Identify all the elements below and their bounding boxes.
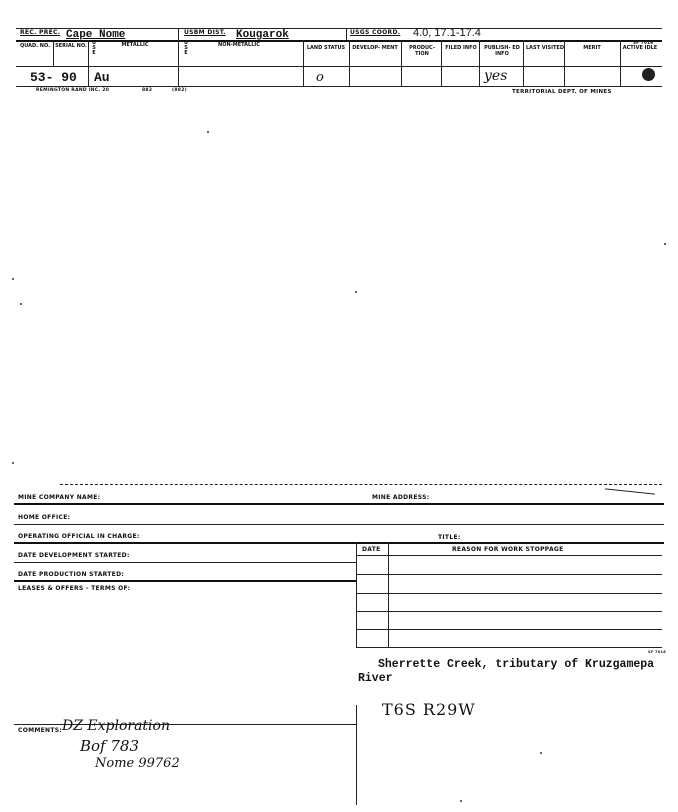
title-label: TITLE:: [438, 534, 461, 541]
col-line: [401, 40, 402, 86]
home-office-label: HOME OFFICE:: [18, 514, 71, 521]
col-use-nonmetallic: U S E: [183, 40, 189, 56]
rec-prec-value: Cape Nome: [66, 29, 126, 41]
col-line: [303, 40, 304, 86]
date-development-label: DATE DEVELOPMENT STARTED:: [18, 552, 130, 559]
reason-label: REASON FOR WORK STOPPAGE: [452, 546, 564, 553]
scan-speck: [460, 800, 462, 802]
printer-code-2: (882): [172, 88, 188, 93]
location-line-2: River: [358, 672, 393, 685]
scan-speck: [355, 291, 357, 293]
col-line: [479, 40, 480, 86]
col-published-info: PUBLISH- ED INFO: [484, 45, 520, 57]
col-production: PRODUC- TION: [409, 45, 435, 57]
rule: [14, 524, 664, 525]
bottom-form-number: SF 7016: [648, 650, 666, 654]
active-idle-mark: [642, 68, 655, 81]
card-corner-line: [605, 488, 655, 494]
scan-speck: [540, 752, 542, 754]
usbm-dist-value: Kougarok: [236, 29, 289, 41]
usgs-coord-value: 4.0, 17.1-17.4: [413, 27, 481, 39]
col-line: [523, 40, 524, 86]
date-production-label: DATE PRODUCTION STARTED:: [18, 571, 125, 578]
col-line: [53, 40, 54, 66]
comments-label: COMMENTS:: [18, 727, 63, 734]
rule: [356, 647, 662, 648]
col-line: [620, 40, 621, 86]
quad-serial-value: 53- 90: [30, 70, 77, 85]
col-use-metallic: U S E: [91, 40, 97, 56]
land-status-value: o: [316, 70, 324, 85]
col-land-status: LAND STATUS: [306, 45, 346, 51]
rec-prec-label: REC. PREC.: [20, 29, 61, 36]
printer-line: REMINGTON RAND INC. 20: [36, 88, 110, 93]
usbm-dist-label: USBM DIST.: [184, 29, 226, 36]
scan-speck: [12, 278, 14, 280]
rule: [14, 503, 664, 505]
col-line: [441, 40, 442, 86]
scan-speck: [12, 462, 14, 464]
usgs-coord-label: USGS COORD.: [350, 29, 401, 36]
date-column-label: DATE: [362, 546, 381, 553]
card-top-edge: [60, 484, 662, 485]
mine-company-label: MINE COMPANY NAME:: [18, 494, 101, 501]
published-info-value: yes: [484, 68, 508, 84]
divider: [356, 705, 357, 805]
comments-line-1: DZ Exploration: [62, 718, 170, 734]
rule: [356, 611, 662, 612]
rule: [356, 593, 662, 594]
col-filed-info: FILED INFO: [445, 45, 477, 51]
col-active-idle: ACTIVE IDLE: [622, 45, 658, 51]
col-nonmetallic: NON-METALLIC: [218, 42, 260, 48]
col-line: [178, 40, 179, 86]
col-development: DEVELOP- MENT: [352, 45, 398, 51]
col-serial-no: SERIAL NO.: [55, 43, 87, 49]
form-number: SF 7016: [633, 40, 654, 45]
col-line: [564, 40, 565, 86]
col-last-visited: LAST VISITED: [526, 45, 564, 51]
comments-line-2: Bof 783: [80, 737, 140, 755]
rule: [14, 562, 356, 563]
department: TERRITORIAL DEPT. OF MINES: [512, 89, 612, 95]
col-merit: MERIT: [583, 45, 601, 51]
header-bottom-rule: [16, 66, 662, 67]
col-quad-no: QUAD. NO.: [19, 43, 51, 49]
divider: [178, 28, 179, 40]
rule: [14, 580, 356, 582]
scan-speck: [20, 303, 22, 305]
township-range: T6S R29W: [382, 700, 476, 719]
col-line: [349, 40, 350, 86]
scan-speck: [207, 131, 209, 133]
rule: [356, 555, 662, 556]
rule: [14, 542, 664, 544]
divider: [356, 542, 357, 647]
leases-label: LEASES & OFFERS - TERMS OF:: [18, 585, 131, 592]
col-line: [88, 40, 89, 86]
operating-official-label: OPERATING OFFICIAL IN CHARGE:: [18, 533, 140, 540]
printer-code: 882: [142, 88, 153, 93]
rule: [356, 574, 662, 575]
rule: [356, 629, 662, 630]
col-metallic: METALLIC: [121, 42, 149, 48]
scan-speck: [664, 243, 666, 245]
mine-address-label: MINE ADDRESS:: [372, 494, 430, 501]
row-bottom-rule: [16, 86, 662, 87]
metallic-value: Au: [94, 70, 110, 85]
comments-line-3: Nome 99762: [95, 756, 180, 771]
divider: [346, 28, 347, 40]
location-line-1: Sherrette Creek, tributary of Kruzgamepa: [378, 658, 655, 671]
date-divider: [388, 542, 389, 647]
